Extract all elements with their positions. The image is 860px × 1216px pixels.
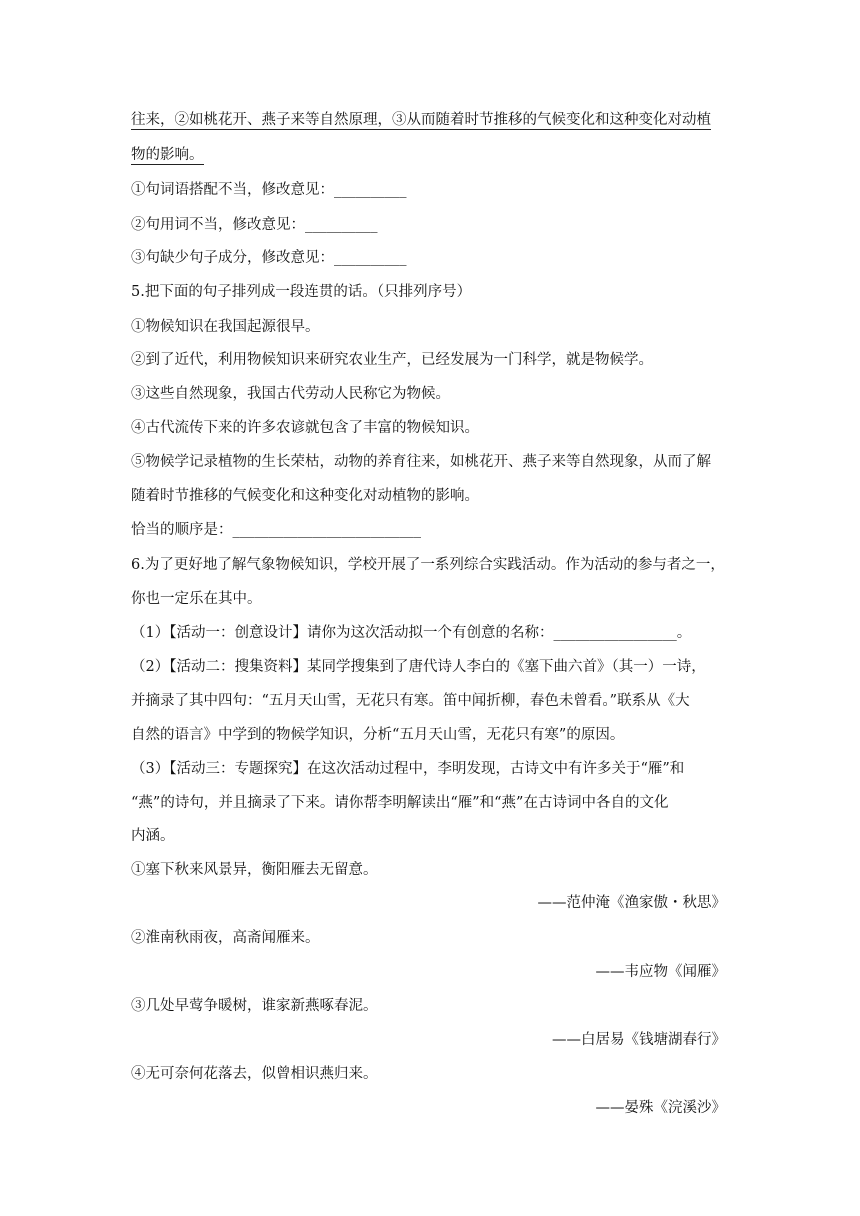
revision-item-2: ②句用词不当，修改意见：__________ (131, 217, 378, 233)
poem-line-4: ④无可奈何花落去，似曾相识燕归来。 (131, 1066, 378, 1082)
poem-source-3: ——白居易《钱塘湖春行》 (552, 1032, 726, 1048)
poem-source-2: ——韦应物《闻雁》 (595, 964, 726, 980)
question-5-title: 5.把下面的句子排列成一段连贯的话。（只排列序号） (131, 284, 472, 300)
q5-sentence-1: ①物候知识在我国起源很早。 (131, 319, 320, 335)
activity-2-line-1: （2）【活动二：搜集资料】某同学搜集到了唐代诗人李白的《塞下曲六首》（其一）一诗， (131, 659, 706, 675)
poem-line-2: ②淮南秋雨夜，高斋闻雁来。 (131, 930, 320, 946)
activity-3-line-2: “燕”的诗句，并且摘录了下来。请你帮李明解读出“雁”和“燕”在古诗词中各自的文化 (131, 795, 669, 811)
poem-line-1: ①塞下秋来风景异，衡阳雁去无留意。 (131, 862, 378, 878)
q5-answer-line: 恰当的顺序是：__________________________ (131, 522, 421, 538)
activity-3-line-1: （3）【活动三：专题探究】在这次活动过程中，李明发现，古诗文中有许多关于“雁”和 (131, 761, 685, 777)
activity-1: （1）【活动一：创意设计】请你为这次活动拟一个有创意的名称：_________________。 (131, 625, 692, 641)
activity-3-line-3: 内涵。 (131, 828, 175, 844)
activity-2-line-3: 自然的语言》中学到的物候学知识，分析“五月天山雪，无花只有寒”的原因。 (131, 727, 625, 743)
q5-sentence-5-line-1: ⑤物候学记录植物的生长荣枯，动物的养育往来，如桃花开、燕子来等自然现象，从而了解 (131, 454, 711, 470)
poem-source-1: ——范仲淹《渔家傲・秋思》 (537, 895, 726, 911)
question-6-title-line-2: 你也一定乐在其中。 (131, 591, 262, 607)
sentence-line-2: 物的影响。 (131, 147, 204, 163)
poem-line-3: ③几处早莺争暖树，谁家新燕啄春泥。 (131, 998, 378, 1014)
revision-item-3: ③句缺少句子成分，修改意见：__________ (131, 250, 407, 266)
question-6-title-line-1: 6.为了更好地了解气象物候知识，学校开展了一系列综合实践活动。作为活动的参与者之一， (131, 557, 725, 573)
q5-sentence-5-line-2: 随着时节推移的气候变化和这种变化对动植物的影响。 (131, 488, 479, 504)
sentence-line-1: 往来，②如桃花开、燕子来等自然原理，③从而随着时节推移的气候变化和这种变化对动植 (131, 112, 711, 128)
q5-sentence-2: ②到了近代，利用物候知识来研究农业生产，已经发展为一门科学，就是物候学。 (131, 352, 653, 368)
revision-item-1: ①句词语搭配不当，修改意见：__________ (131, 182, 407, 198)
poem-source-4: ——晏殊《浣溪沙》 (595, 1100, 726, 1116)
q5-sentence-4: ④古代流传下来的许多农谚就包含了丰富的物候知识。 (131, 420, 479, 436)
q5-sentence-3: ③这些自然现象，我国古代劳动人民称它为物候。 (131, 386, 450, 402)
activity-2-line-2: 并摘录了其中四句：“五月天山雪，无花只有寒。笛中闻折柳，春色未曾看。”联系从《大 (131, 693, 690, 709)
